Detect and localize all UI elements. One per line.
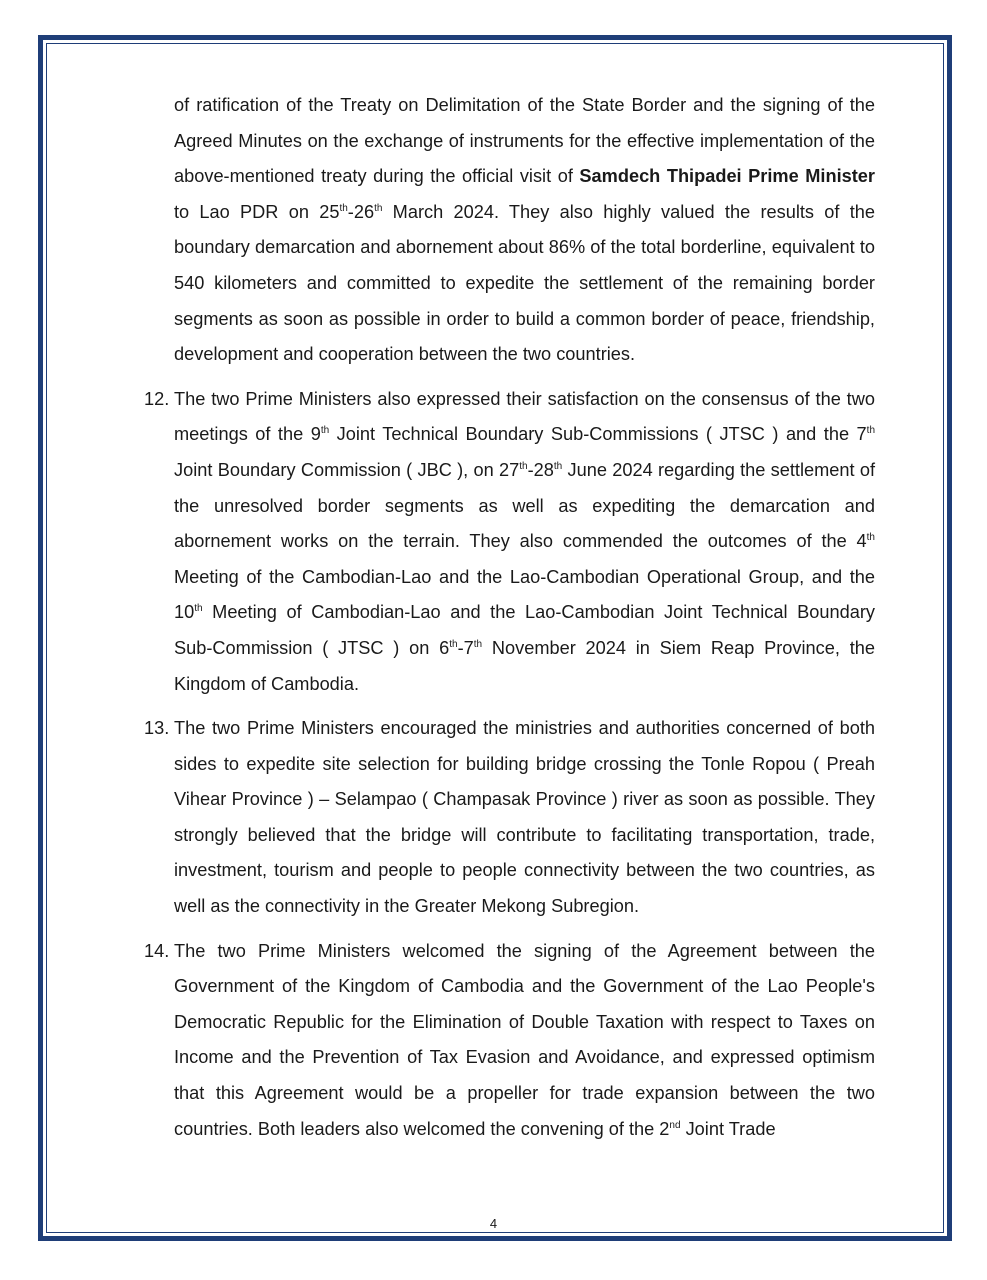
paragraph-number: 12.: [144, 388, 170, 409]
paragraph-11-continuation: of ratification of the Treaty on Delimitation of the State Border and the signing of the Agreed Minutes on the exchange of instruments for the effective implementation of the above-mentioned treaty during the official visit of Samdech Thipadei Prime Minister to Lao PDR on 25th-26th March 2024. They also highly valued the results of the boundary demarcation and abornement about 86% of the total borderline, equivalent to 540 kilometers and committed to expedite the settlement of the remaining border segments as soon as possible in order to build a common border of peace, friendship, development and cooperation between the two countries.: [174, 95, 875, 365]
page-number: 4: [489, 1216, 498, 1231]
bold-title: Samdech Thipadei Prime Minister: [579, 166, 875, 187]
paragraph-13: 13. The two Prime Ministers encouraged the ministries and authorities concerned of both sides to expedite site selection for building bridge crossing the Tonle Ropou ( Preah Vihear Province ) – Selampao ( Champasak Province ) river as soon as possible. They strongly believed that the bridge will contribute to facilitating transportation, trade, investment, tourism and people to people connectivity between the two countries, as well as the connectivity in the Greater Mekong Subregion.: [140, 711, 875, 925]
paragraph-number: 14.: [144, 940, 170, 961]
paragraph-number: 13.: [144, 718, 170, 739]
paragraph-14: 14. The two Prime Ministers welcomed the signing of the Agreement between the Government of the Kingdom of Cambodia and the Government of the Lao People's Democratic Republic for the Elimination of Double Taxation with respect to Taxes on Income and the Prevention of Tax Evasion and Avoidance, and expressed optimism that this Agreement would be a propeller for trade expansion between the two countries. Both leaders also welcomed the convening of the 2nd Joint Trade: [140, 934, 875, 1148]
document-body: [140, 88, 875, 1147]
paragraph-12: 12. The two Prime Ministers also expressed their satisfaction on the consensus of the two meetings of the 9th Joint Technical Boundary Sub-Commissions ( JTSC ) and the 7th Joint Boundary Commission ( JBC ), on 27th-28th June 2024 regarding the settlement of the unresolved border segments as well as expediting the demarcation and abornement works on the terrain. They also commended the outcomes of the 4th Meeting of the Cambodian-Lao and the Lao-Cambodian Operational Group, and the 10th Meeting of Cambodian-Lao and the Lao-Cambodian Joint Technical Boundary Sub-Commission ( JTSC ) on 6th-7th November 2024 in Siem Reap Province, the Kingdom of Cambodia.: [140, 382, 875, 702]
